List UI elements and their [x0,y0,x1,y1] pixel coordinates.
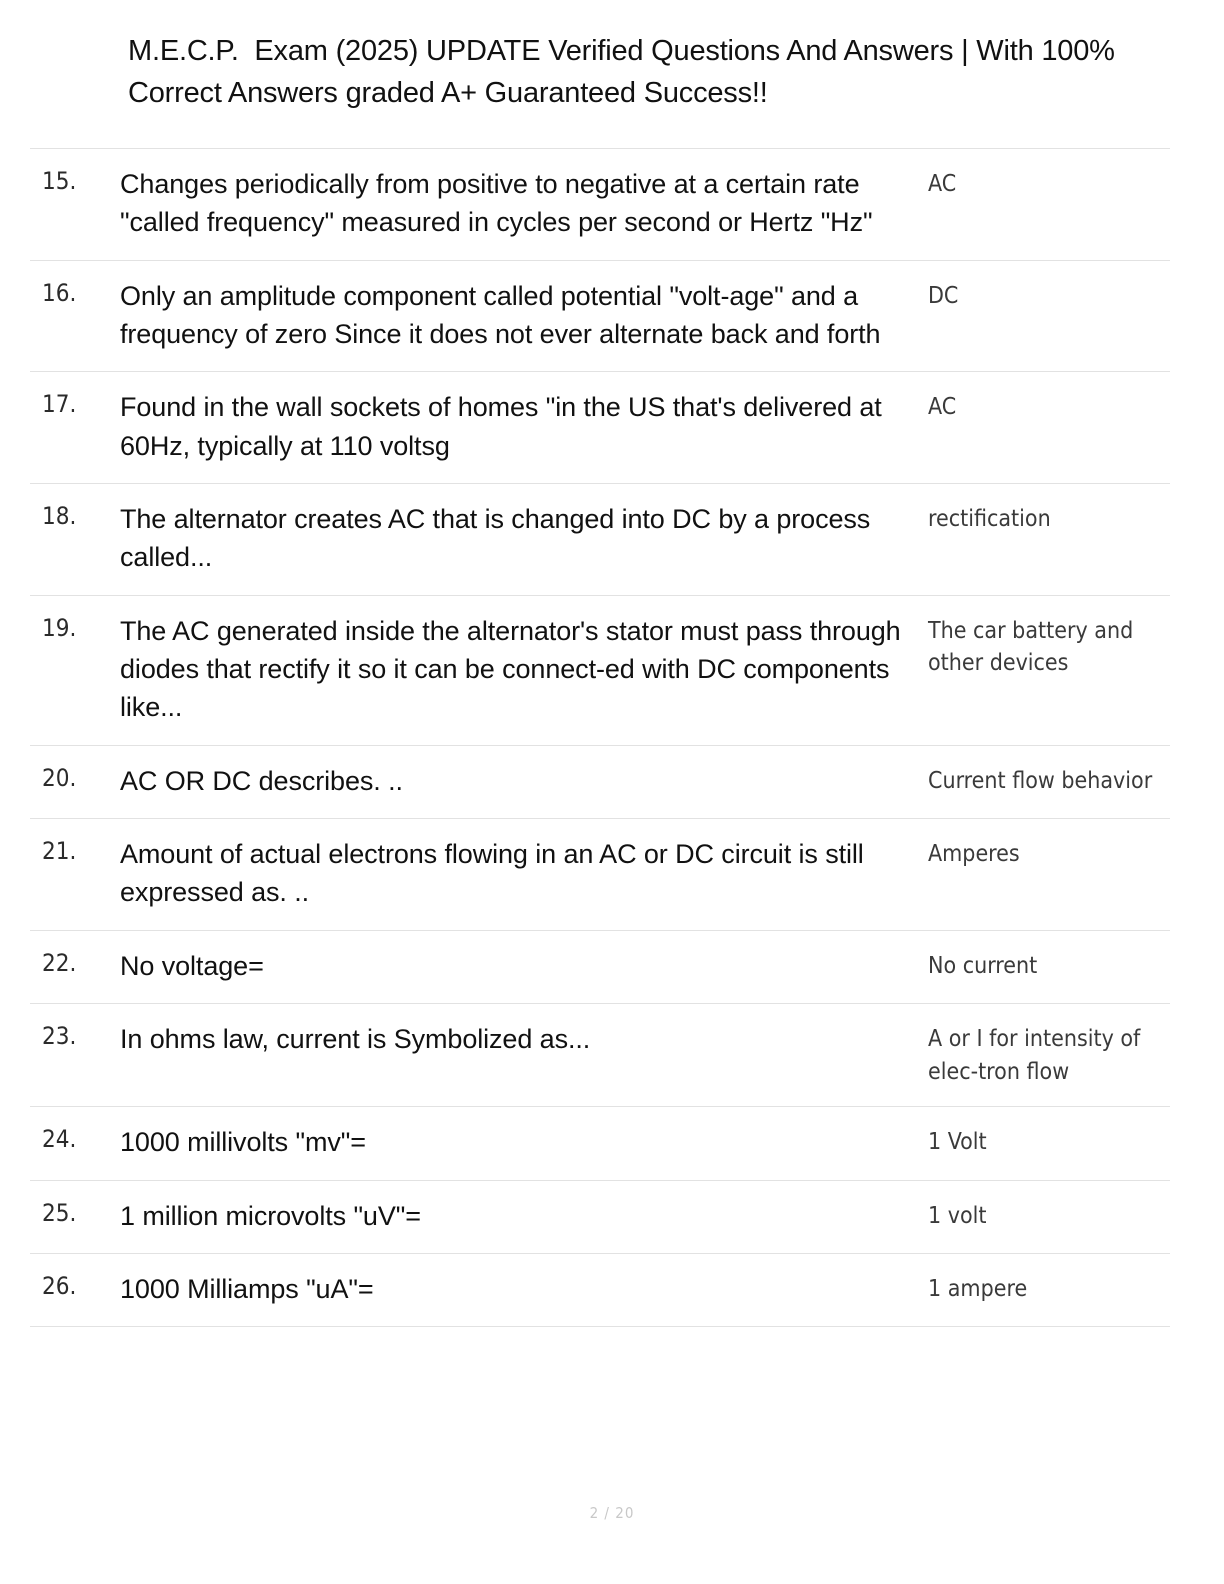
qa-table [30,148,1170,1327]
row-answer: The car battery and other devices [928,617,1134,677]
row-number: 25. [42,1198,77,1227]
table-row [30,930,1170,1003]
row-answer: A or I for intensity of elec-tron flow [928,1025,1141,1085]
row-number: 17. [42,390,77,419]
row-answer: AC [928,171,957,197]
qa-table-body [30,149,1170,1327]
row-question: Only an amplitude component called potential "volt-age" and a frequency of zero Since it does not ever alternate back and forth [120,280,881,349]
row-number: 18. [42,501,77,530]
row-question: The alternator creates AC that is changed into DC by a process called... [120,503,871,573]
row-number: 15. [42,167,77,195]
row-question: No voltage= [120,950,264,981]
row-answer: 1 volt [928,1202,987,1229]
row-number: 22. [42,948,77,977]
row-question: 1000 millivolts "mv"= [120,1127,366,1158]
table-row [30,1003,1170,1106]
table-row [30,745,1170,818]
row-number: 16. [42,278,77,307]
row-answer: 1 Volt [928,1129,987,1156]
row-number: 19. [42,613,77,642]
row-number: 21. [42,836,77,865]
page-title: M.E.C.P. Exam (2025) UPDATE Verified Questions And Answers | With 100% Correct Answers graded A+ Guaranteed Success!! [128,35,1123,110]
row-question: 1000 Milliamps "uA"= [120,1273,374,1304]
page-number: 2 / 20 [589,1504,635,1522]
table-row [30,260,1170,372]
table-row [30,595,1170,745]
row-answer: Current flow behavior [928,767,1153,794]
row-question: 1 million microvolts "uV"= [120,1200,421,1231]
table-row [30,1180,1170,1253]
row-question: Found in the wall sockets of homes "in the US that's delivered at 60Hz, typically at 110 voltsg [120,392,882,461]
row-answer: DC [928,282,959,309]
row-question: Changes periodically from positive to negative at a certain rate "called frequency" measured in cycles per second or Hertz "Hz" [120,169,873,238]
row-question: The AC generated inside the alternator's stator must pass through diodes that rectify it so it can be connect-ed with DC components like... [120,615,901,723]
row-number: 26. [42,1271,77,1300]
row-answer: AC [928,394,957,421]
row-number: 24. [42,1125,77,1154]
table-row [30,818,1170,930]
table-row [30,483,1170,595]
row-question: In ohms law, current is Symbolized as... [120,1023,591,1054]
row-number: 20. [42,763,77,792]
table-row [30,1253,1170,1326]
row-answer: Amperes [928,840,1020,867]
row-answer: No current [928,952,1038,979]
table-row [30,372,1170,484]
table-row [30,1107,1170,1180]
row-answer: 1 ampere [928,1275,1028,1302]
row-number: 23. [42,1021,77,1050]
row-answer: rectification [928,505,1051,532]
table-row [30,149,1170,261]
row-question: Amount of actual electrons flowing in an AC or DC circuit is still expressed as. .. [120,838,864,908]
row-question: AC OR DC describes. .. [120,765,403,796]
